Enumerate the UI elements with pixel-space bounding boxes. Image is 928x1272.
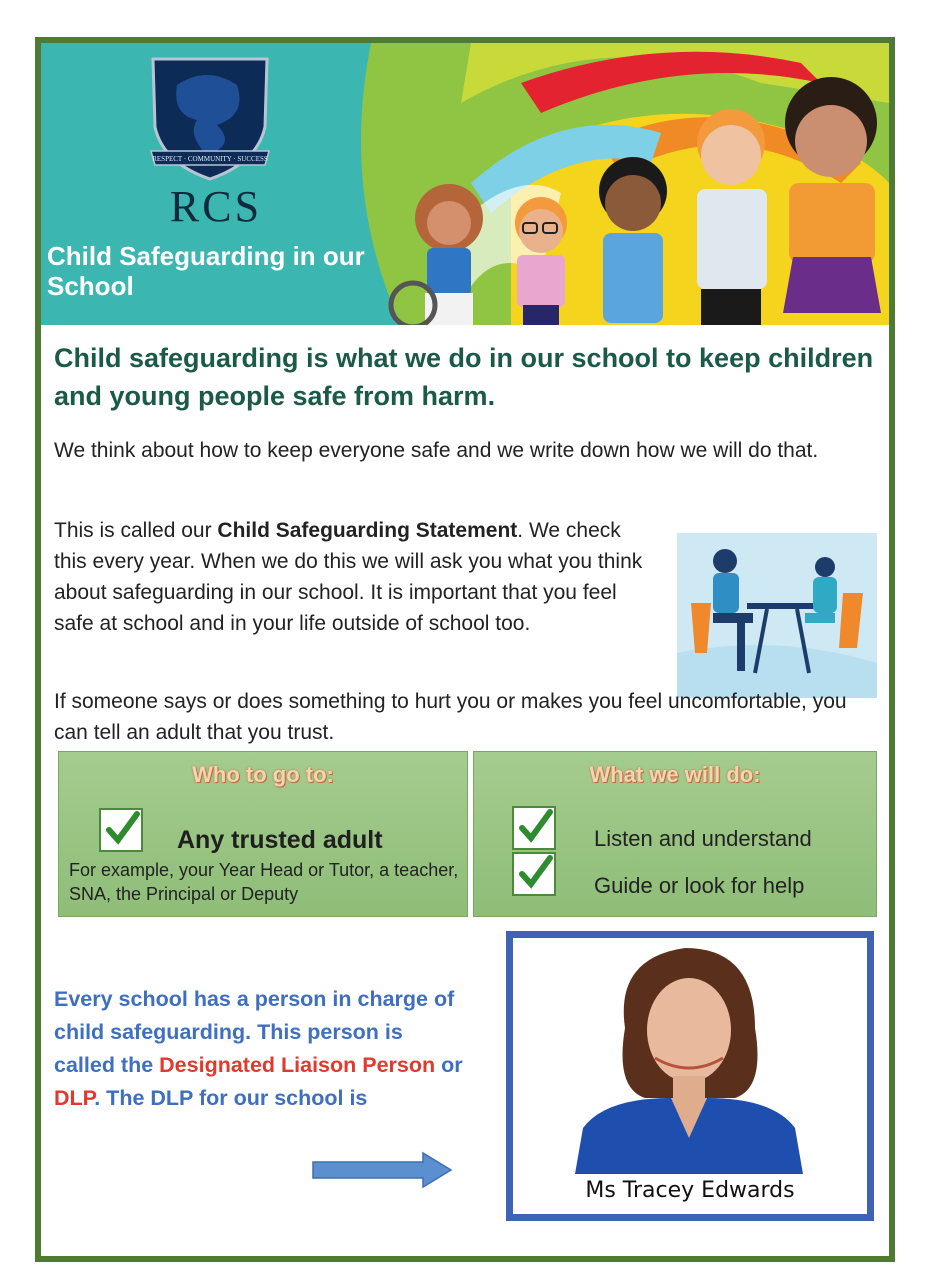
action-guide: Guide or look for help (594, 873, 805, 898)
paragraph-write-down: We think about how to keep everyone safe and we write down how we will do that. (54, 439, 819, 462)
svg-text:RESPECT · COMMUNITY · SUCCESS: RESPECT · COMMUNITY · SUCCESS (152, 155, 268, 163)
headline: Child safeguarding is what we do in our school to keep children and young people safe from harm. (54, 343, 874, 411)
meeting-illustration (677, 533, 877, 698)
who-to-go-to-box (58, 751, 468, 917)
school-crest-icon (147, 55, 273, 185)
dlp-photo (575, 938, 803, 1174)
who-to-go-to-title: Who to go to: (192, 762, 334, 787)
banner-title: Child Safeguarding in our School (47, 241, 365, 301)
checkbox-tick-icon (99, 808, 143, 852)
checkbox-tick-icon (512, 806, 556, 850)
what-we-will-do-box (473, 751, 877, 917)
what-we-will-do-title: What we will do: (589, 762, 761, 787)
action-listen: Listen and understand (594, 826, 812, 851)
trusted-adult-heading: Any trusted adult (177, 826, 383, 854)
dlp-full-title: Designated Liaison Person (159, 1053, 436, 1077)
checkbox-tick-icon (512, 852, 556, 896)
dlp-photo-frame (506, 931, 874, 1221)
dlp-description (54, 983, 464, 1115)
school-abbreviation: RCS (169, 182, 263, 231)
paragraph-tell-adult: If someone says or does something to hurt you or makes you feel uncomfortable, you can tell an adult that you trust. (54, 690, 847, 744)
statement-name: Child Safeguarding Statement (217, 519, 518, 542)
paragraph-statement (54, 515, 654, 639)
poster-frame (35, 37, 895, 1262)
trusted-adult-example: For example, your Year Head or Tutor, a teacher, SNA, the Principal or Deputy (69, 860, 459, 904)
dlp-text-part1: Every school has a person in charge of child safeguarding. This person is called the (54, 987, 455, 1077)
dlp-name: Ms Tracey Edwards (585, 1178, 795, 1203)
dlp-text-part3: . The DLP for our school is (94, 1086, 368, 1110)
right-arrow-icon (311, 1151, 453, 1189)
banner (41, 43, 889, 325)
statement-text-after: . We check this every year. When we do this we will ask you what you think about safeguarding in our school. It is important that you feel safe at school and in your life outside of school too. (54, 519, 643, 635)
dlp-text-part2: or (435, 1053, 463, 1077)
statement-text-before: This is called our (54, 519, 218, 542)
dlp-abbreviation: DLP (54, 1086, 95, 1110)
